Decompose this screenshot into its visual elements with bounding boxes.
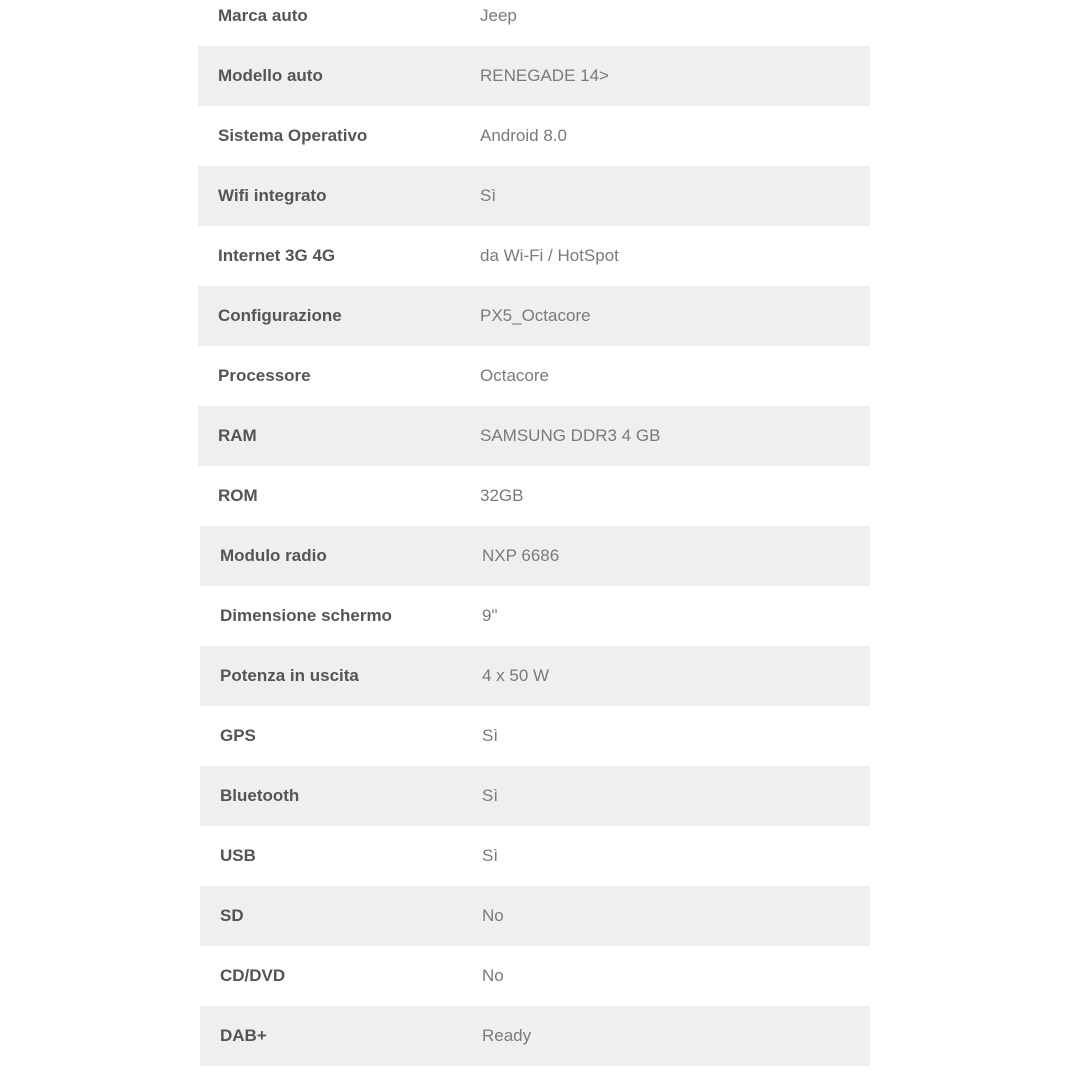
spec-row xyxy=(198,346,870,406)
spec-label: USB xyxy=(220,846,256,865)
spec-table xyxy=(198,0,870,1066)
spec-label: Bluetooth xyxy=(220,786,300,805)
spec-label: ROM xyxy=(218,486,258,505)
spec-label: Modulo radio xyxy=(220,546,327,565)
spec-value: 4 x 50 W xyxy=(482,666,550,685)
spec-value: Sì xyxy=(482,786,499,805)
spec-row xyxy=(200,706,870,766)
spec-row xyxy=(200,766,870,826)
spec-row xyxy=(198,46,870,106)
spec-row xyxy=(200,826,870,886)
spec-value: Jeep xyxy=(480,6,517,25)
spec-value: Sì xyxy=(482,846,499,865)
spec-label: Configurazione xyxy=(218,306,342,325)
spec-value: Sì xyxy=(480,186,497,205)
spec-value: Sì xyxy=(482,726,499,745)
spec-value: RENEGADE 14> xyxy=(480,66,609,85)
spec-row xyxy=(198,466,870,526)
spec-label: Processore xyxy=(218,366,311,385)
spec-value: Android 8.0 xyxy=(480,126,567,145)
spec-label: Internet 3G 4G xyxy=(218,246,336,265)
spec-row xyxy=(200,1006,870,1066)
spec-value: Octacore xyxy=(480,366,549,385)
spec-row xyxy=(200,886,870,946)
spec-label: Wifi integrato xyxy=(218,186,327,205)
spec-value: 9" xyxy=(482,606,498,625)
spec-value: NXP 6686 xyxy=(482,546,560,565)
spec-row xyxy=(200,586,870,646)
spec-label: Sistema Operativo xyxy=(218,126,368,145)
spec-value: PX5_Octacore xyxy=(480,306,591,325)
spec-row xyxy=(200,946,870,1006)
spec-label: GPS xyxy=(220,726,256,745)
spec-row xyxy=(198,0,870,46)
spec-row xyxy=(198,226,870,286)
spec-row xyxy=(198,166,870,226)
spec-label: DAB+ xyxy=(220,1026,267,1045)
spec-row xyxy=(200,526,870,586)
spec-label: Potenza in uscita xyxy=(220,666,359,685)
spec-value: No xyxy=(482,906,504,925)
spec-label: CD/DVD xyxy=(220,966,286,985)
spec-label: SD xyxy=(220,906,244,925)
spec-label: Dimensione schermo xyxy=(220,606,392,625)
spec-row xyxy=(198,106,870,166)
spec-label: RAM xyxy=(218,426,257,445)
spec-value: SAMSUNG DDR3 4 GB xyxy=(480,426,661,445)
spec-row xyxy=(198,406,870,466)
spec-value: da Wi-Fi / HotSpot xyxy=(480,246,619,265)
spec-row xyxy=(200,646,870,706)
spec-value: 32GB xyxy=(480,486,524,505)
spec-value: No xyxy=(482,966,504,985)
spec-label: Marca auto xyxy=(218,6,308,25)
spec-value: Ready xyxy=(482,1026,532,1045)
spec-label: Modello auto xyxy=(218,66,323,85)
spec-row xyxy=(198,286,870,346)
